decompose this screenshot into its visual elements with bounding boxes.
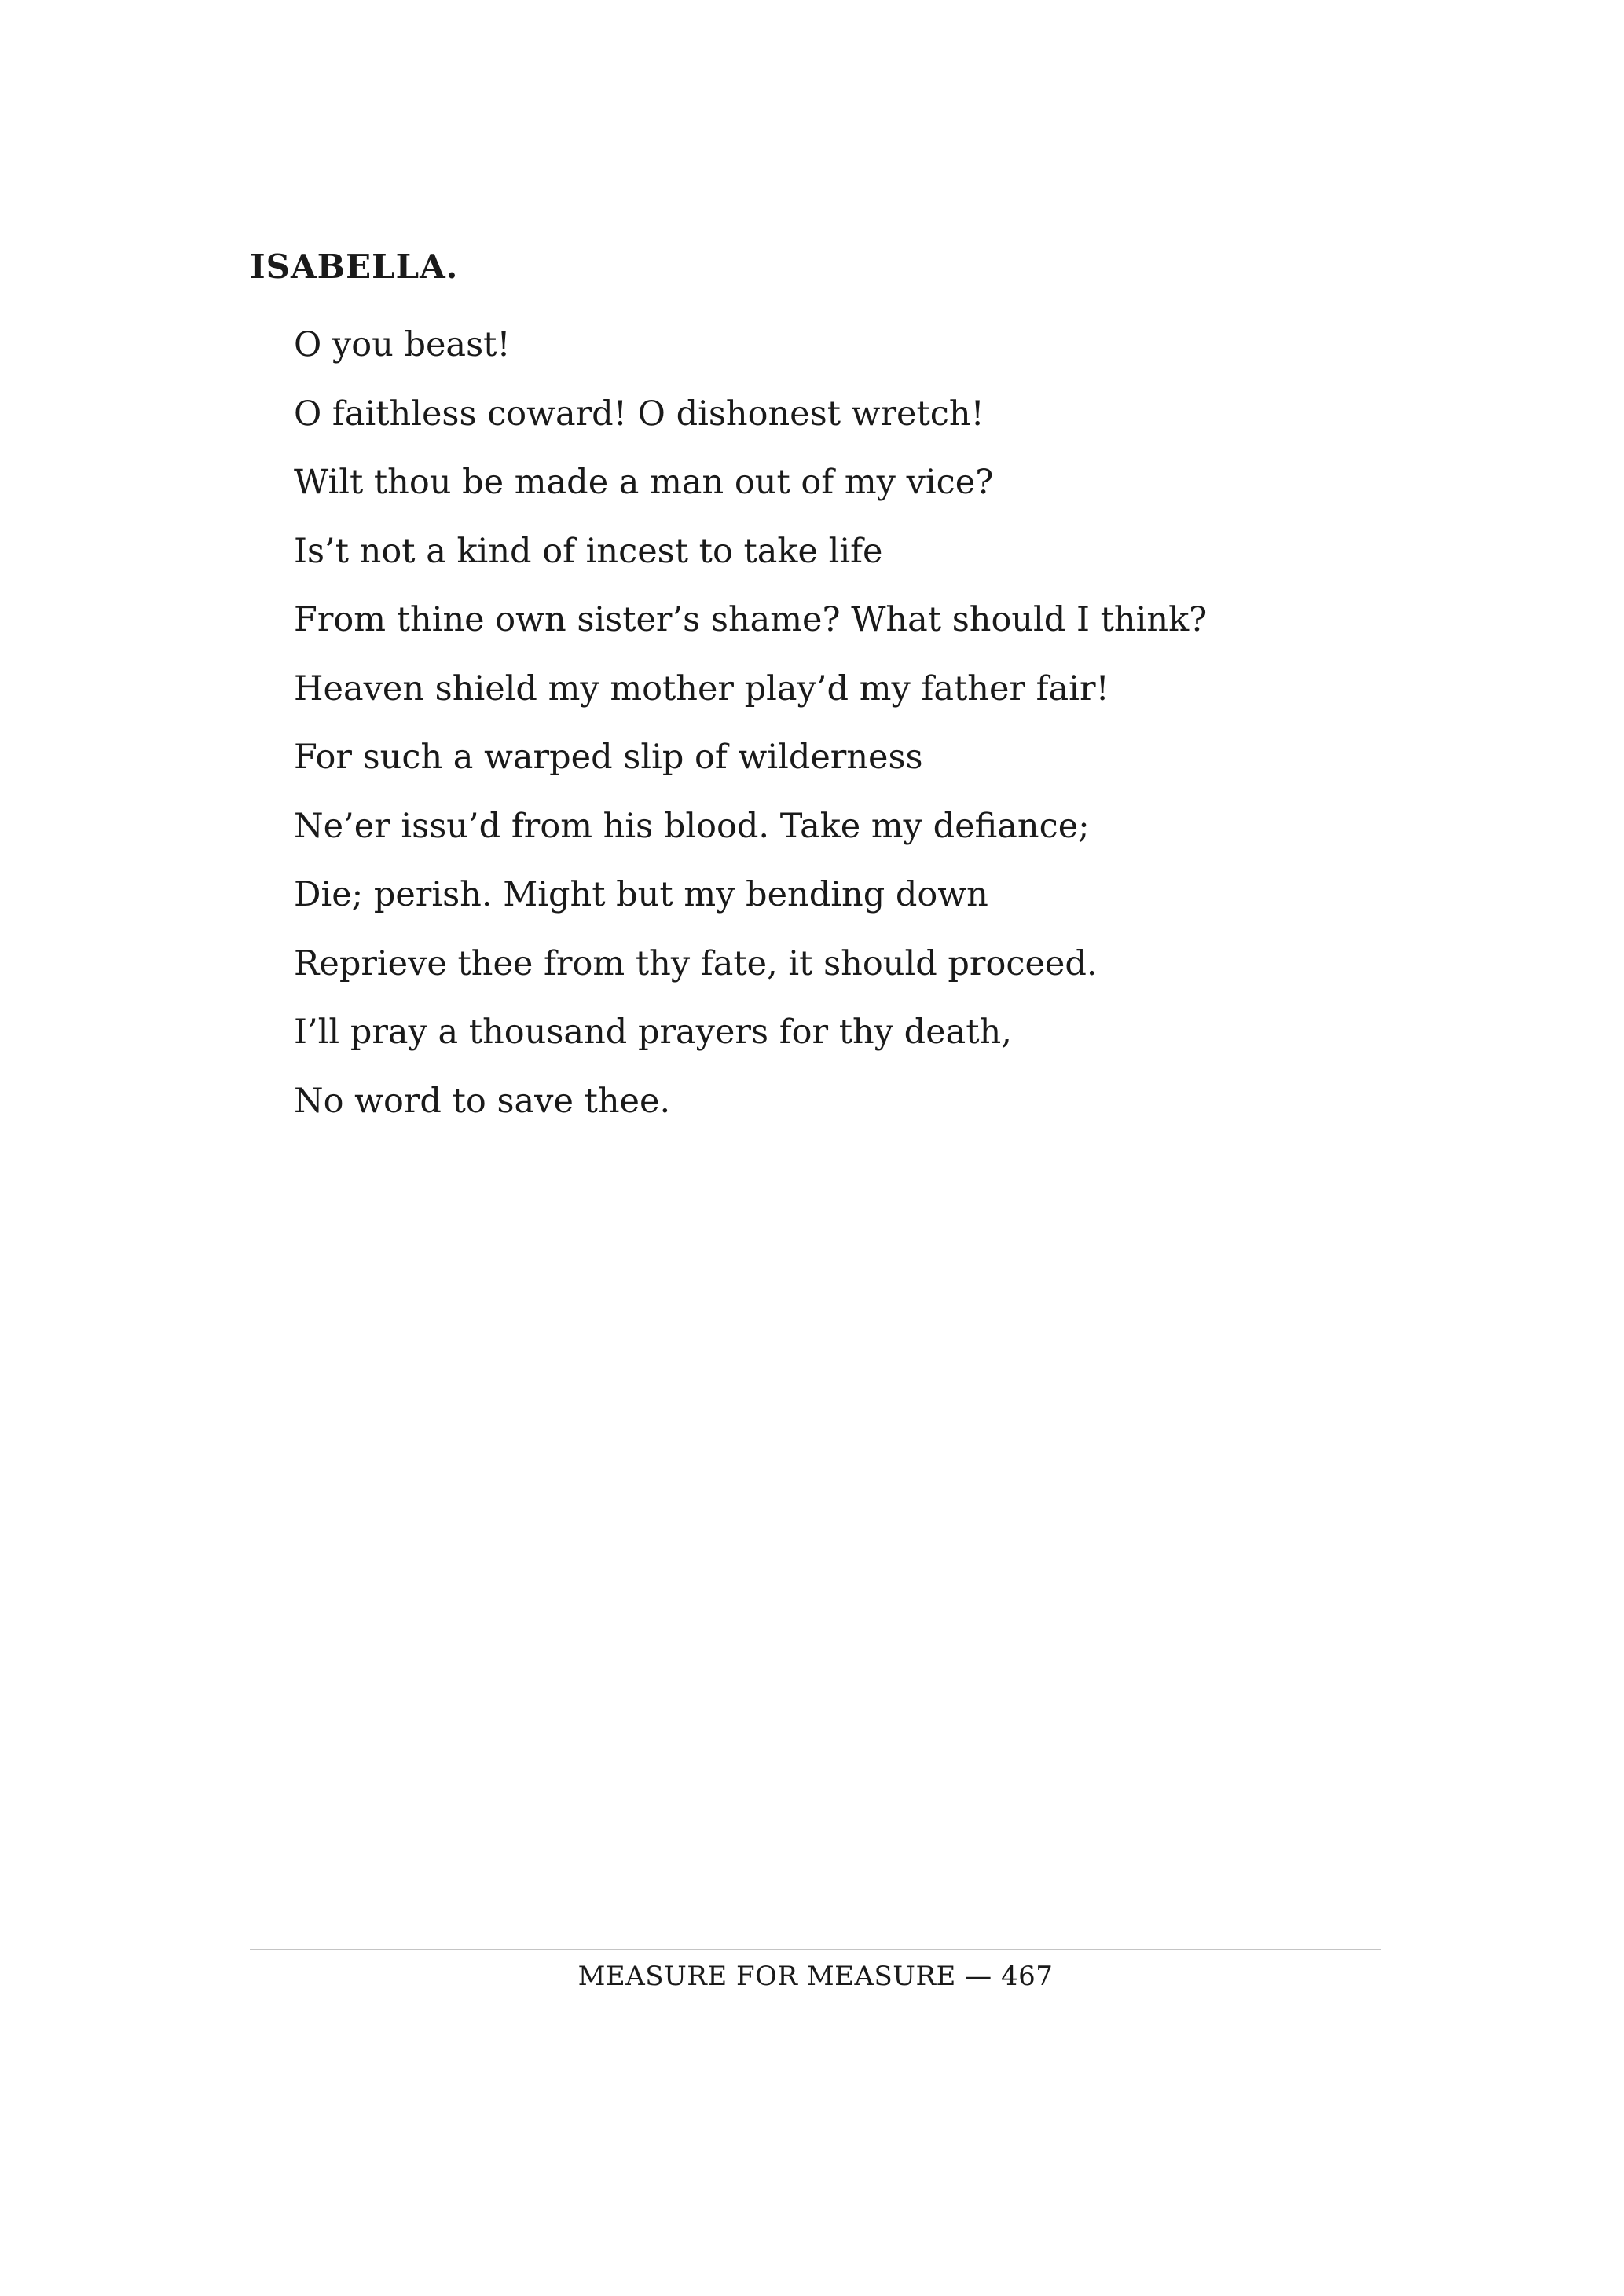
verse-line: O you beast! — [294, 325, 511, 364]
verse-line: Reprieve thee from thy fate, it should proceed. — [294, 943, 1098, 983]
verse-line: I’ll pray a thousand prayers for thy death, — [294, 1013, 1012, 1052]
verse-line: Heaven shield my mother play’d my father fair! — [294, 668, 1109, 709]
verse-line: From thine own sister’s shame? What should I think? — [294, 600, 1208, 639]
verse-line: No word to save thee. — [294, 1081, 671, 1121]
speech-verse — [294, 311, 1207, 1136]
verse-line: Ne’er issu’d from his blood. Take my defiance; — [294, 806, 1090, 846]
verse-line: Wilt thou be made a man out of my vice? — [294, 463, 994, 502]
verse-line: For such a warped slip of wilderness — [294, 738, 923, 777]
speaker-name: ISABELLA. — [250, 247, 459, 286]
verse-line: O faithless coward! O dishonest wretch! — [294, 394, 984, 434]
page-footer: MEASURE FOR MEASURE — 467 — [577, 1961, 1054, 1992]
verse-line: Die; perish. Might but my bending down — [294, 875, 988, 914]
footer-divider — [250, 1949, 1381, 1950]
verse-line: Is’t not a kind of incest to take life — [294, 531, 883, 571]
